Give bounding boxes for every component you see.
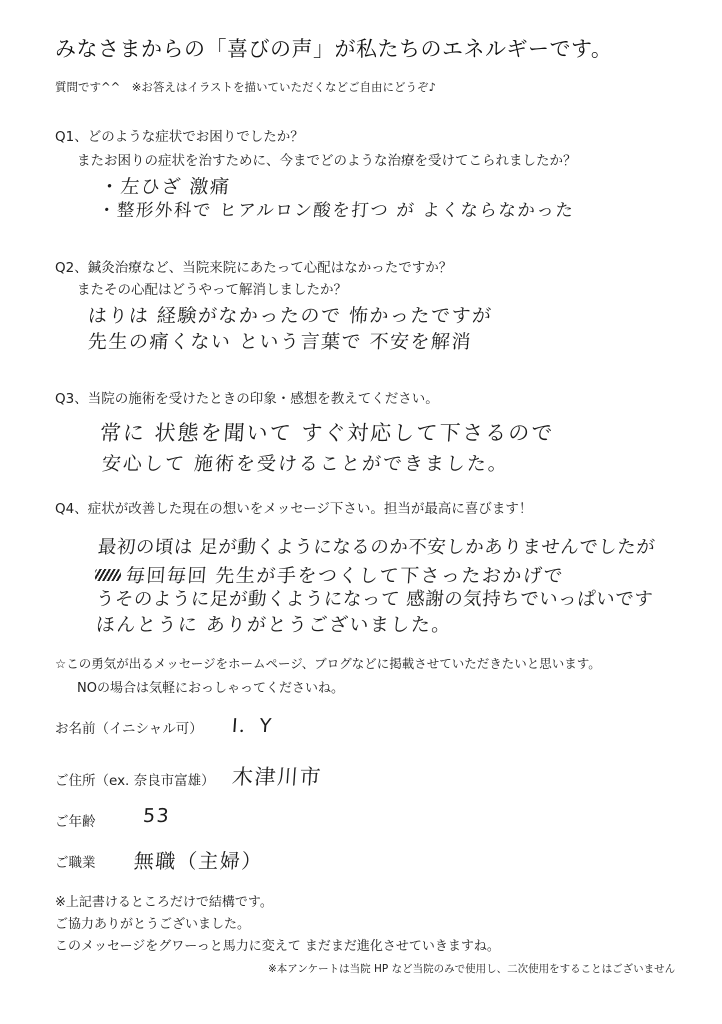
- q1-question-sub: またお困りの症状を治すために、今までどのような治療を受けてこられましたか？: [77, 153, 577, 169]
- q1-answer-line: ・整形外科で ヒアルロン酸を打つ が よくならなかった: [97, 201, 576, 221]
- footer-thanks: ご協力ありがとうございました。: [55, 917, 251, 932]
- survey-intro: 質問です^^ ※お答えはイラストを描いていただくなどご自由にどうぞ♪: [55, 80, 436, 94]
- footer-disclaimer: ※本アンケートは当院 HP など当院のみで使用し、二次使用をすることはございません: [268, 963, 676, 975]
- q3-answer-line: 常に 状態を聞いて すぐ対応して下さるので: [99, 421, 556, 445]
- q1-question: Q1、どのような症状でお困りでしたか？: [55, 129, 304, 145]
- name-label: お名前（イニシャル可）: [55, 721, 203, 737]
- job-label: ご職業: [55, 855, 96, 871]
- q3-question: Q3、当院の施術を受けたときの印象・感想を教えてください。: [55, 391, 439, 407]
- q4-question: Q4、症状が改善した現在の想いをメッセージ下さい。担当が最高に喜びます！: [55, 501, 533, 517]
- survey-title: みなさまからの「喜びの声」が私たちのエネルギーです。: [55, 37, 613, 61]
- address-value: 木津川市: [231, 765, 323, 789]
- q1-answer-line: ・左ひざ 激痛: [99, 176, 232, 198]
- q2-question: Q2、鍼灸治療など、当院来院にあたって心配はなかったですか？: [55, 260, 453, 276]
- q4-answer-line: うそのように足が動くようになって 感謝の気持ちでいっぱいです: [95, 589, 654, 610]
- q4-answer-line: ほんとうに ありがとうございました。: [95, 614, 453, 636]
- name-value: I．Y: [231, 715, 274, 737]
- footer-message: このメッセージをグワーっと馬力に変えて まだまだ進化させていきますね。: [55, 939, 500, 954]
- q4-answer-line: 最初の頃は 足が動くようになるのか不安しかありませんでしたが: [97, 537, 657, 558]
- q2-question-sub: またその心配はどうやって解消しましたか？: [77, 282, 347, 298]
- q3-answer-line: 安心して 施術を受けることができました。: [101, 453, 510, 475]
- age-value: 53: [142, 805, 171, 827]
- age-label: ご年齢: [55, 814, 96, 830]
- q4-answer-line: 毎回毎回 先生が手をつくして下さったおかげで: [125, 565, 565, 587]
- crossed-out-scribble: [95, 569, 121, 581]
- footer-note: ※上記書けるところだけで結構です。: [55, 895, 273, 910]
- job-value: 無職（主婦）: [133, 849, 264, 873]
- permission-note-sub: NOの場合は気軽におっしゃってくださいね。: [77, 681, 344, 696]
- q2-answer-line: 先生の痛くない という言葉で 不安を解消: [87, 331, 473, 353]
- address-label: ご住所（ex. 奈良市富雄）: [55, 773, 215, 789]
- q2-answer-line: はりは 経験がなかったので 怖かったですが: [87, 305, 494, 327]
- permission-note: ☆この勇気が出るメッセージをホームページ、ブログなどに掲載させていただきたいと思います。: [55, 656, 601, 671]
